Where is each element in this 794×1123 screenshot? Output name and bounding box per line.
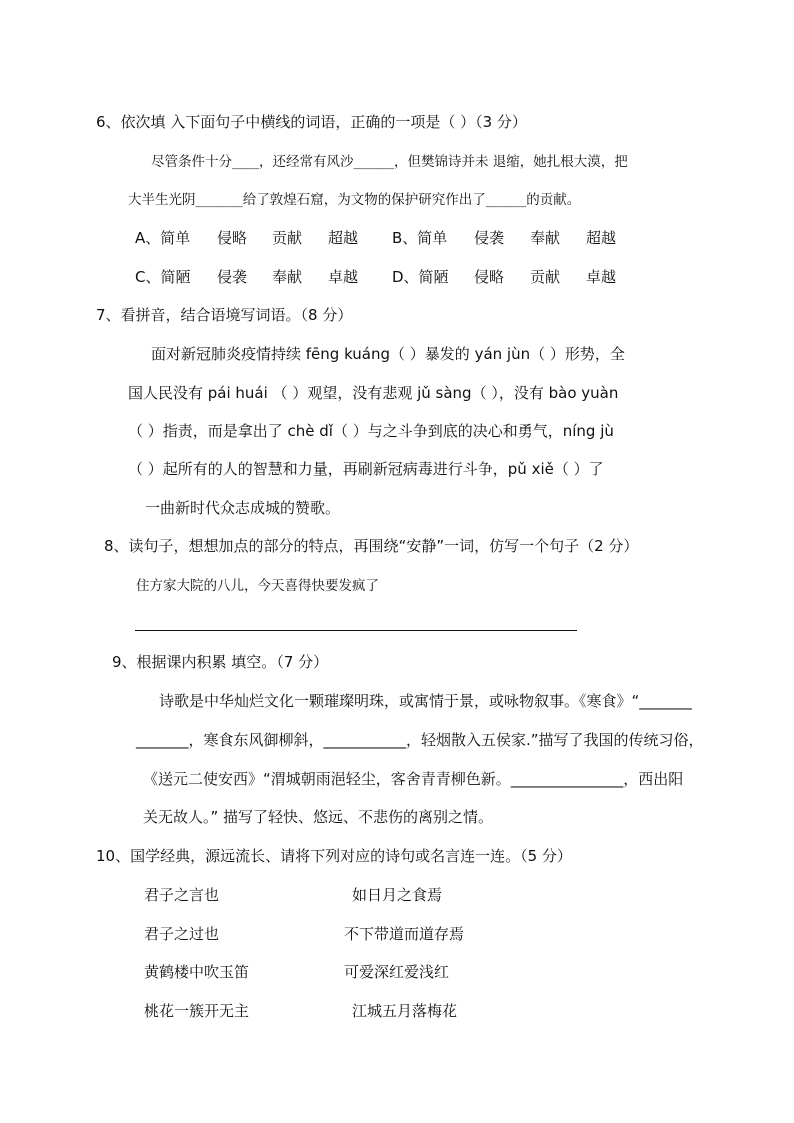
q6-option-b-2: 侵袭 [474,229,505,247]
q6-title: 6、依次填 入下面句子中横线的词语，正确的一项是（ ）（3 分） [96,113,527,131]
q7-line-5: 一曲新时代众志成城的赞歌。 [145,499,341,517]
q6-sentence-line-2: 大半生光阴_______给了敦煌石窟，为文物的保护研究作出了______的贡献。 [128,192,581,208]
q6-option-a-3: 贡献 [272,229,303,247]
q6-option-b-1: B、简单 [392,229,448,247]
q10-title: 10、国学经典，源远流长、请将下列对应的诗句或名言连一连。（5 分） [96,847,572,865]
q6-option-d-1: D、简陋 [392,268,449,286]
q6-option-d-3: 贡献 [530,268,561,286]
q9-line-1: 诗歌是中华灿烂文化一颗璀璨明珠，或寓情于景，或咏物叙事。《寒食》“_______ [159,692,692,710]
q6-option-d-2: 侵略 [474,268,505,286]
q10-left-item: 君子之言也 [144,886,220,904]
q8-answer-line [135,630,577,631]
q9-line-3: 《送元二使安西》“渭城朝雨浥轻尘，客舍青青柳色新。_______________，西出阳 [143,770,684,788]
q6-option-c-1: C、简陋 [135,268,191,286]
q7-line-2: 国人民没有 pái huái （ ）观望，没有悲观 jǔ sàng（ ），没有 bào yuàn [128,384,619,402]
q7-line-3: （ ）指责，而是拿出了 chè dǐ（ ）与之斗争到底的决心和勇气，níng jù [128,422,614,440]
q8-title: 8、读句子，想想加点的部分的特点，再围绕“安静”一词，仿写一个句子（2 分） [104,537,639,555]
q10-left-item: 桃花一簇开无主 [144,1002,250,1020]
q10-right-item: 可爱深红爱浅红 [344,963,450,981]
q6-option-a-1: A、简单 [135,229,191,247]
q9-title: 9、根据课内积累 填空。（7 分） [112,653,329,671]
q6-option-c-2: 侵袭 [217,268,248,286]
q7-line-4: （ ）起所有的人的智慧和力量，再刷新冠病毒进行斗争，pǔ xiě（ ）了 [128,460,604,478]
q8-sentence: 住方家大院的八儿，今天喜得快要发疯了 [136,578,379,594]
q10-right-item: 如日月之食焉 [352,886,443,904]
q10-left-item: 君子之过也 [144,925,220,943]
q7-line-1: 面对新冠肺炎疫情持续 fēng kuáng（ ）暴发的 yán jùn（ ）形势，全 [151,345,625,363]
q10-right-item: 不下带道而道存焉 [344,925,465,943]
q6-option-a-2: 侵略 [217,229,248,247]
q7-title: 7、看拼音，结合语境写词语。（8 分） [96,306,353,324]
q6-option-d-4: 卓越 [586,268,617,286]
q10-left-item: 黄鹤楼中吹玉笛 [144,963,250,981]
q6-option-b-3: 奉献 [530,229,561,247]
q6-sentence-line-1: 尽管条件十分____，还经常有风沙______，但樊锦诗并未 退缩，她扎根大漠，把 [151,154,628,170]
q10-right-item: 江城五月落梅花 [352,1002,458,1020]
q6-option-c-3: 奉献 [272,268,303,286]
q6-option-c-4: 卓越 [328,268,359,286]
q9-line-4: 关无故人。” 描写了轻快、悠远、不悲伤的离别之情。 [143,808,494,826]
q6-option-b-4: 超越 [586,229,617,247]
q9-line-2: _______，寒食东风御柳斜，___________，轻烟散入五侯家.”描写了我国的传统习俗， [136,731,704,749]
q6-option-a-4: 超越 [328,229,359,247]
